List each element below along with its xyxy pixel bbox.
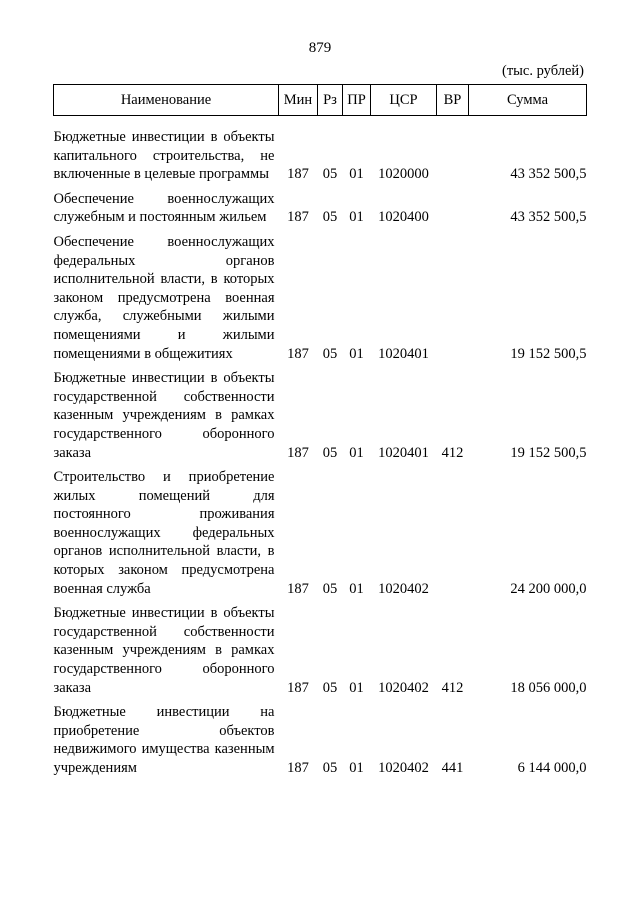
row-min: 187 (287, 345, 309, 362)
row-sum: 43 352 500,5 (510, 166, 587, 183)
row-min: 187 (287, 580, 309, 597)
table-row (54, 184, 587, 227)
row-name: Бюджетные инвестиции в объекты капитального строительства, не включенные в целевые программы (53, 129, 275, 183)
header-vr: ВР (437, 85, 469, 116)
row-csr: 1020402 (378, 760, 429, 776)
row-name: Бюджетные инвестиции в объекты государственной собственности казенным учреждениям в рамках государственного оборонного заказа (53, 370, 275, 461)
row-min: 187 (287, 209, 309, 226)
row-csr: 1020401 (378, 345, 429, 362)
table-row (54, 697, 587, 777)
row-name: Бюджетные инвестиции в объекты государственной собственности казенным учреждениям в рамках государственного оборонного заказа (53, 605, 275, 696)
row-min: 187 (287, 760, 309, 776)
row-sum: 18 056 000,0 (510, 679, 587, 696)
row-rz: 05 (322, 444, 338, 461)
header-name: Наименование (54, 85, 279, 116)
row-csr: 1020400 (378, 209, 429, 226)
row-rz: 05 (322, 679, 338, 696)
row-vr: 441 (441, 760, 464, 776)
row-pr: 01 (349, 209, 364, 226)
budget-table (53, 84, 587, 778)
row-name: Обеспечение военнослужащих служебным и постоянным жильем (53, 190, 275, 226)
row-csr: 1020401 (378, 444, 429, 461)
header-rz: Рз (318, 85, 343, 116)
row-vr (437, 184, 469, 227)
row-rz: 05 (322, 166, 338, 183)
row-vr (437, 116, 469, 184)
header-csr: ЦСР (371, 85, 437, 116)
row-min: 187 (287, 444, 309, 461)
row-sum: 19 152 500,5 (510, 345, 587, 362)
header-pr: ПР (343, 85, 371, 116)
row-pr: 01 (349, 760, 364, 776)
table-row (54, 598, 587, 697)
row-vr (437, 227, 469, 363)
row-csr: 1020402 (378, 679, 429, 696)
units-caption: (тыс. рублей) (502, 63, 584, 79)
row-sum: 24 200 000,0 (510, 580, 587, 597)
row-name: Бюджетные инвестиции на приобретение объектов недвижимого имущества казенным учреждениям (53, 704, 275, 776)
row-pr: 01 (349, 166, 364, 183)
row-sum: 6 144 000,0 (517, 760, 587, 776)
header-sum: Сумма (469, 85, 587, 116)
row-pr: 01 (349, 444, 364, 461)
row-sum: 19 152 500,5 (510, 444, 587, 461)
header-row (54, 85, 587, 116)
page-number: 879 (308, 40, 332, 56)
table-row (54, 363, 587, 462)
table-row (54, 462, 587, 598)
row-vr (437, 462, 469, 598)
row-pr: 01 (349, 345, 364, 362)
row-min: 187 (287, 166, 309, 183)
row-sum: 43 352 500,5 (510, 209, 587, 226)
header-min: Мин (279, 85, 318, 116)
row-vr: 412 (441, 444, 464, 461)
row-name: Строительство и приобретение жилых помещений для постоянного проживания военнослужащих федеральных органов исполнительной власти, в которых законом предусмотрена военная служба (53, 469, 275, 597)
row-min: 187 (287, 679, 309, 696)
table-row (54, 227, 587, 363)
row-pr: 01 (349, 679, 364, 696)
row-rz: 05 (322, 209, 338, 226)
row-rz: 05 (322, 580, 338, 597)
row-vr: 412 (441, 679, 464, 696)
row-rz: 05 (322, 345, 338, 362)
row-csr: 1020402 (378, 580, 429, 597)
row-pr: 01 (349, 580, 364, 597)
row-csr: 1020000 (378, 166, 429, 183)
table-row (54, 116, 587, 184)
row-rz: 05 (322, 760, 338, 776)
row-name: Обеспечение военнослужащих федеральных органов исполнительной власти, в которых законом предусмотрена военная служба, служебными жилыми помещениями и жилыми помещениями в общежитиях (53, 233, 275, 362)
